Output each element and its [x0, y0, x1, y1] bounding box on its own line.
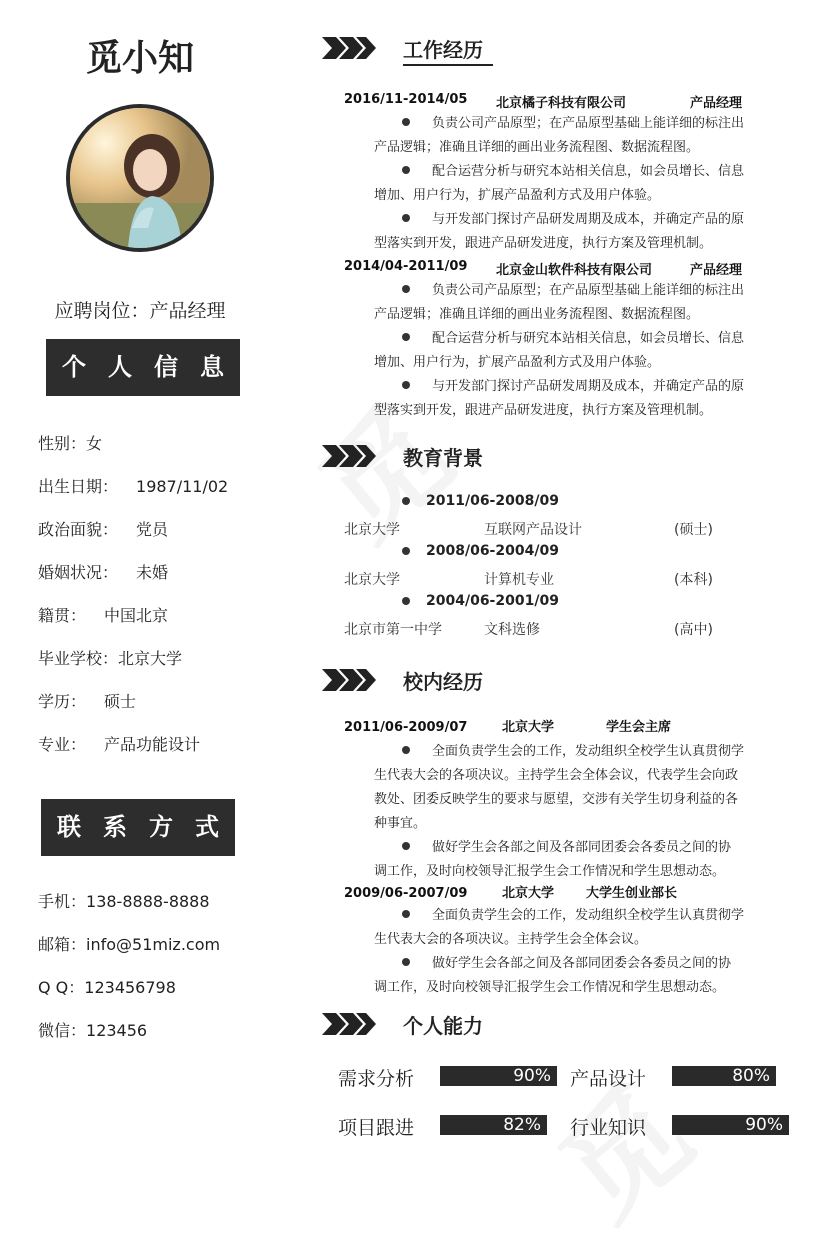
bullet-icon — [402, 547, 410, 555]
work-entry-1-header — [344, 92, 774, 111]
skill-name: 产品设计 — [570, 1068, 647, 1090]
bullet-line — [374, 208, 774, 232]
bullet-text: 做好学生会各部之间及各部同团委会各委员之间的协 — [432, 840, 732, 855]
bullet-line — [374, 327, 774, 351]
skills-section-title: 个人能力 — [403, 1014, 483, 1038]
campus-section-title: 校内经历 — [403, 670, 483, 694]
personal-info-header — [46, 339, 246, 396]
bullet-line-cont: 种事宜。 — [374, 816, 427, 831]
contact-label: 手机： — [38, 892, 87, 911]
chevron-arrows-icon — [322, 1013, 378, 1037]
edu-major: 计算机专业 — [484, 572, 554, 588]
info-major — [38, 732, 200, 755]
chevron-arrows-icon — [322, 445, 378, 469]
contact-label: 微信： — [38, 1021, 87, 1040]
chevron-arrows-icon — [322, 669, 378, 693]
work-company: 北京金山软件科技有限公司 — [496, 263, 653, 278]
info-label: 婚姻状况： — [38, 563, 119, 582]
bullet-text: 做好学生会各部之间及各部同团委会各委员之间的协 — [432, 956, 732, 971]
edu-date: 2008/06-2004/09 — [426, 543, 559, 559]
personal-info-title: 个人信息 — [62, 353, 246, 381]
campus-role: 学生会主席 — [606, 720, 672, 735]
bullet-icon — [402, 746, 410, 754]
bullet-text: 全面负责学生会的工作，发动组织全校学生认真贯彻学 — [432, 744, 745, 759]
info-label: 专业： — [38, 735, 87, 754]
info-value: 1987/11/02 — [136, 477, 229, 496]
work-entry-2-header — [344, 259, 774, 278]
campus-entry-1-body — [374, 740, 774, 884]
skill-percent: 90% — [745, 1115, 783, 1135]
work-entry-2-body — [374, 279, 774, 423]
bullet-icon — [402, 166, 410, 174]
bullet-line-cont: 生代表大会的各项决议。主持学生会全体会议，代表学生会向政 — [374, 768, 739, 783]
bullet-line-cont: 产品逻辑；准确且详细的画出业务流程图、数据流程图。 — [374, 140, 700, 155]
contact-header — [41, 799, 241, 856]
info-value: 产品功能设计 — [104, 735, 201, 754]
work-date: 2014/04-2011/09 — [344, 259, 468, 274]
bullet-text: 配合运营分析与研究本站相关信息，如会员增长、信息 — [432, 331, 745, 346]
bullet-line — [374, 904, 774, 928]
bullet-icon — [402, 118, 410, 126]
info-political — [38, 517, 168, 540]
info-value: 女 — [86, 434, 103, 453]
info-label: 学历： — [38, 692, 87, 711]
skill-progress-bar — [440, 1115, 547, 1135]
chevron-arrows-icon — [322, 37, 378, 61]
skill-percent: 90% — [513, 1066, 551, 1086]
bullet-icon — [402, 381, 410, 389]
bullet-line — [374, 160, 774, 184]
contact-qq — [38, 975, 176, 998]
contact-phone — [38, 889, 210, 912]
work-role: 产品经理 — [690, 263, 743, 278]
edu-degree: (硕士) — [674, 522, 713, 538]
skill-name: 需求分析 — [338, 1068, 415, 1090]
edu-degree: (高中) — [674, 622, 713, 638]
info-value: 北京大学 — [118, 649, 183, 668]
edu-entry-2-date — [402, 543, 559, 559]
job-objective: 应聘岗位：产品经理 — [54, 300, 226, 322]
info-label: 政治面貌： — [38, 520, 119, 539]
candidate-name: 觅小知 — [85, 38, 194, 79]
avatar-photo — [66, 104, 214, 252]
edu-major: 互联网产品设计 — [484, 522, 582, 538]
education-section-title: 教育背景 — [403, 446, 483, 470]
contact-value: info@51miz.com — [86, 935, 221, 954]
contact-email — [38, 932, 220, 955]
info-label: 出生日期： — [38, 477, 119, 496]
work-role: 产品经理 — [690, 96, 743, 111]
edu-entry-3-row — [344, 619, 774, 639]
info-label: 毕业学校： — [38, 649, 119, 668]
contact-wechat — [38, 1018, 147, 1041]
bullet-text: 全面负责学生会的工作，发动组织全校学生认真贯彻学 — [432, 908, 745, 923]
bullet-text: 负责公司产品原型；在产品原型基础上能详细的标注出 — [432, 283, 745, 298]
info-value: 未婚 — [136, 563, 169, 582]
edu-school: 北京市第一中学 — [344, 622, 442, 638]
info-birthdate — [38, 474, 228, 497]
bullet-text: 与开发部门探讨产品研发周期及成本，并确定产品的原 — [432, 379, 745, 394]
info-value: 党员 — [136, 520, 169, 539]
info-value: 中国北京 — [104, 606, 169, 625]
skill-progress-bar — [440, 1066, 557, 1086]
campus-org: 北京大学 — [502, 720, 555, 735]
bullet-icon — [402, 842, 410, 850]
campus-entry-2-body — [374, 904, 774, 994]
bullet-line-cont: 产品逻辑；准确且详细的画出业务流程图、数据流程图。 — [374, 307, 700, 322]
campus-date: 2009/06-2007/09 — [344, 886, 468, 901]
bullet-line — [374, 375, 774, 399]
info-marital — [38, 560, 168, 583]
bullet-line-cont: 调工作，及时向校领导汇报学生会工作情况和学生思想动态。 — [374, 864, 726, 879]
skill-progress-bar — [672, 1066, 776, 1086]
skill-name: 行业知识 — [570, 1117, 647, 1139]
bullet-line-cont: 生代表大会的各项决议。主持学生会全体会议。 — [374, 932, 648, 947]
info-hometown — [38, 603, 168, 626]
bullet-icon — [402, 497, 410, 505]
skill-percent: 80% — [732, 1066, 770, 1086]
bullet-icon — [402, 597, 410, 605]
work-date: 2016/11-2014/05 — [344, 92, 468, 107]
bullet-text: 与开发部门探讨产品研发周期及成本，并确定产品的原 — [432, 212, 745, 227]
work-company: 北京橘子科技有限公司 — [496, 96, 627, 111]
bullet-line — [374, 740, 774, 764]
campus-clip — [344, 716, 784, 994]
campus-org: 北京大学 — [502, 886, 555, 901]
bullet-line — [374, 279, 774, 303]
skill-progress-bar — [672, 1115, 789, 1135]
edu-entry-2-row — [344, 569, 774, 589]
edu-entry-3-date — [402, 593, 559, 609]
info-gender — [38, 431, 102, 454]
contact-title: 联系方式 — [57, 813, 241, 841]
info-school — [38, 646, 182, 669]
contact-value: 123456798 — [84, 978, 176, 997]
bullet-line — [374, 836, 774, 860]
edu-school: 北京大学 — [344, 572, 400, 588]
contact-value: 138-8888-8888 — [86, 892, 210, 911]
contact-value: 123456 — [86, 1021, 148, 1040]
bullet-icon — [402, 214, 410, 222]
avatar-image — [70, 108, 210, 248]
campus-entry-1-header — [344, 716, 784, 740]
info-degree — [38, 689, 136, 712]
bullet-line-cont: 型落实到开发，跟进产品研发进度，执行方案及管理机制。 — [374, 403, 713, 418]
work-section-title: 工作经历 — [403, 34, 493, 66]
edu-entry-1-row — [344, 519, 774, 539]
bullet-icon — [402, 333, 410, 341]
work-entry-1-body — [374, 112, 774, 256]
info-value: 硕士 — [104, 692, 137, 711]
info-label: 性别： — [38, 434, 87, 453]
bullet-line-cont: 增加、用户行为，扩展产品盈利方式及用户体验。 — [374, 188, 661, 203]
edu-school: 北京大学 — [344, 522, 400, 538]
bullet-text: 负责公司产品原型；在产品原型基础上能详细的标注出 — [432, 116, 745, 131]
bullet-line-cont: 增加、用户行为，扩展产品盈利方式及用户体验。 — [374, 355, 661, 370]
bullet-icon — [402, 285, 410, 293]
skill-percent: 82% — [503, 1115, 541, 1135]
contact-label: Q Q： — [38, 978, 85, 997]
bullet-line-cont: 教处、团委反映学生的要求与愿望，交涉有关学生切身利益的各 — [374, 792, 739, 807]
bullet-icon — [402, 958, 410, 966]
bullet-icon — [402, 910, 410, 918]
edu-date: 2011/06-2008/09 — [426, 493, 559, 509]
bullet-line — [374, 112, 774, 136]
campus-date: 2011/06-2009/07 — [344, 720, 468, 735]
skill-name: 项目跟进 — [338, 1117, 415, 1139]
edu-degree: (本科) — [674, 572, 713, 588]
edu-date: 2004/06-2001/09 — [426, 593, 559, 609]
contact-label: 邮箱： — [38, 935, 87, 954]
bullet-text: 配合运营分析与研究本站相关信息，如会员增长、信息 — [432, 164, 745, 179]
bullet-line — [374, 952, 774, 976]
bullet-line-cont: 型落实到开发，跟进产品研发进度，执行方案及管理机制。 — [374, 236, 713, 251]
campus-role: 大学生创业部长 — [586, 886, 678, 901]
campus-entry-2-header — [344, 884, 784, 904]
info-label: 籍贯： — [38, 606, 87, 625]
edu-major: 文科选修 — [484, 622, 540, 638]
edu-entry-1-date — [402, 493, 559, 509]
bullet-line-cont: 调工作，及时向校领导汇报学生会工作情况和学生思想动态。 — [374, 980, 726, 994]
